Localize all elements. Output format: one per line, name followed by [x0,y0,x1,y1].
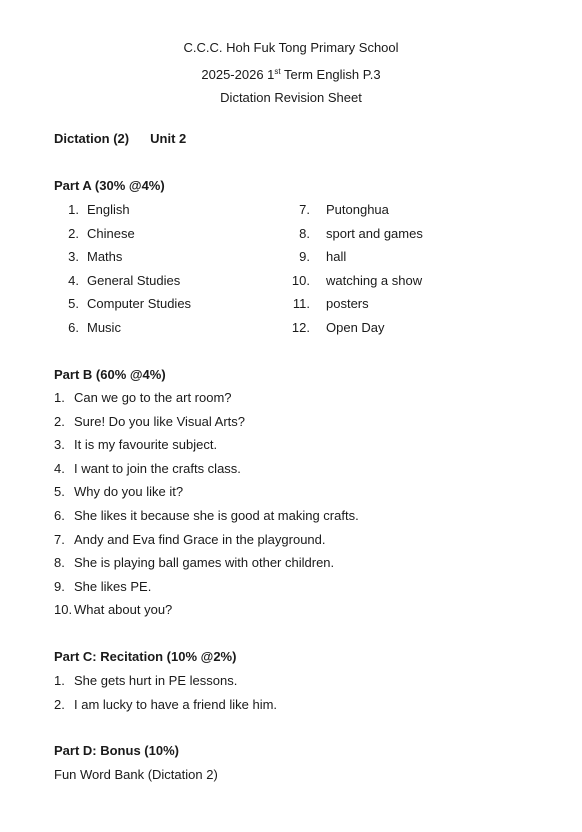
item-text: posters [326,296,369,311]
part-b-title: Part B (60% @4%) [54,367,166,382]
list-item [54,457,359,481]
list-item [54,198,191,222]
list-item [54,410,359,434]
item-number: 5. [68,296,79,311]
item-text: She likes PE. [74,578,152,594]
item-text: Music [87,319,121,335]
part-a-title: Part A (30% @4%) [54,178,165,193]
list-item [54,575,359,599]
document-header [0,36,582,110]
school-name: C.C.C. Hoh Fuk Tong Primary School [183,40,399,55]
list-item [286,245,423,269]
sheet-title: Dictation Revision Sheet [220,90,362,105]
list-item [54,669,277,693]
list-item [54,433,359,457]
item-text: English [87,202,130,217]
list-item [54,693,277,717]
item-text: Computer Studies [87,296,192,311]
item-number: 4. [68,272,79,288]
list-item [286,292,423,316]
item-text: watching a show [326,272,423,288]
item-number: 12. [291,319,310,335]
list-item [286,222,423,246]
item-number: 3. [68,249,79,264]
unit-label: Unit 2 [150,131,187,146]
item-number: 2. [54,413,65,429]
item-number: 2. [68,225,79,241]
item-text: Open Day [326,319,385,335]
list-item [54,528,359,552]
item-number: 2. [54,696,65,712]
item-number: 1. [68,202,79,217]
term-prefix: 2025-2026 1 [201,66,275,82]
item-number: 1. [54,673,65,688]
item-text: Maths [87,249,123,264]
list-item [54,245,191,269]
item-text: It is my favourite subject. [74,437,218,453]
item-text: sport and games [326,225,423,241]
list-item [286,269,423,293]
item-text: Sure! Do you like Visual Arts? [74,413,246,429]
item-number: 6. [54,507,65,523]
item-text: I want to join the crafts class. [74,460,241,476]
item-number: 10. [54,602,73,618]
item-number: 11. [292,296,310,311]
item-text: She is playing ball games with other children. [74,555,335,571]
item-number: 10. [291,272,310,288]
list-item [54,551,359,575]
item-text: She likes it because she is good at making crafts. [74,507,359,523]
item-number: 6. [68,319,79,335]
list-item [54,269,191,293]
item-number: 8. [299,225,310,241]
item-text: Why do you like it? [74,484,184,500]
item-text: I am lucky to have a friend like him. [74,696,278,712]
item-text: hall [326,249,347,264]
item-text: Andy and Eva find Grace in the playground. [74,531,326,547]
item-number: 9. [54,578,65,594]
item-text: General Studies [87,272,181,288]
item-number: 4. [54,460,65,476]
term-line [0,60,582,87]
item-number: 7. [299,202,310,217]
item-number: 7. [54,531,65,547]
list-item [54,386,359,410]
list-item [54,504,359,528]
part-c-title: Part C: Recitation (10% @2%) [54,649,237,664]
part-c-list [54,669,277,716]
list-item [54,480,359,504]
list-item [54,222,191,246]
term-suffix: Term English P.3 [280,66,381,82]
part-a-right-column [286,198,423,339]
item-text: Chinese [87,225,135,241]
list-item [54,598,359,622]
item-number: 8. [54,555,65,571]
list-item [286,316,423,340]
item-number: 3. [54,437,65,453]
term-superscript: st [274,66,281,76]
item-text: What about you? [74,602,173,618]
item-number: 9. [299,249,310,264]
item-text: Can we go to the art room? [74,390,232,405]
list-item [286,198,423,222]
item-number: 5. [54,484,65,500]
dictation-label: Dictation (2) [54,131,130,146]
part-d-text: Fun Word Bank (Dictation 2) [54,767,218,782]
part-b-list [54,386,359,622]
item-text: Putonghua [326,202,389,217]
list-item [54,292,191,316]
dictation-heading [54,131,186,146]
item-number: 1. [54,390,65,405]
item-text: She gets hurt in PE lessons. [74,673,238,688]
part-d-title: Part D: Bonus (10%) [54,743,179,758]
part-a-left-column [54,198,191,339]
list-item [54,316,191,340]
